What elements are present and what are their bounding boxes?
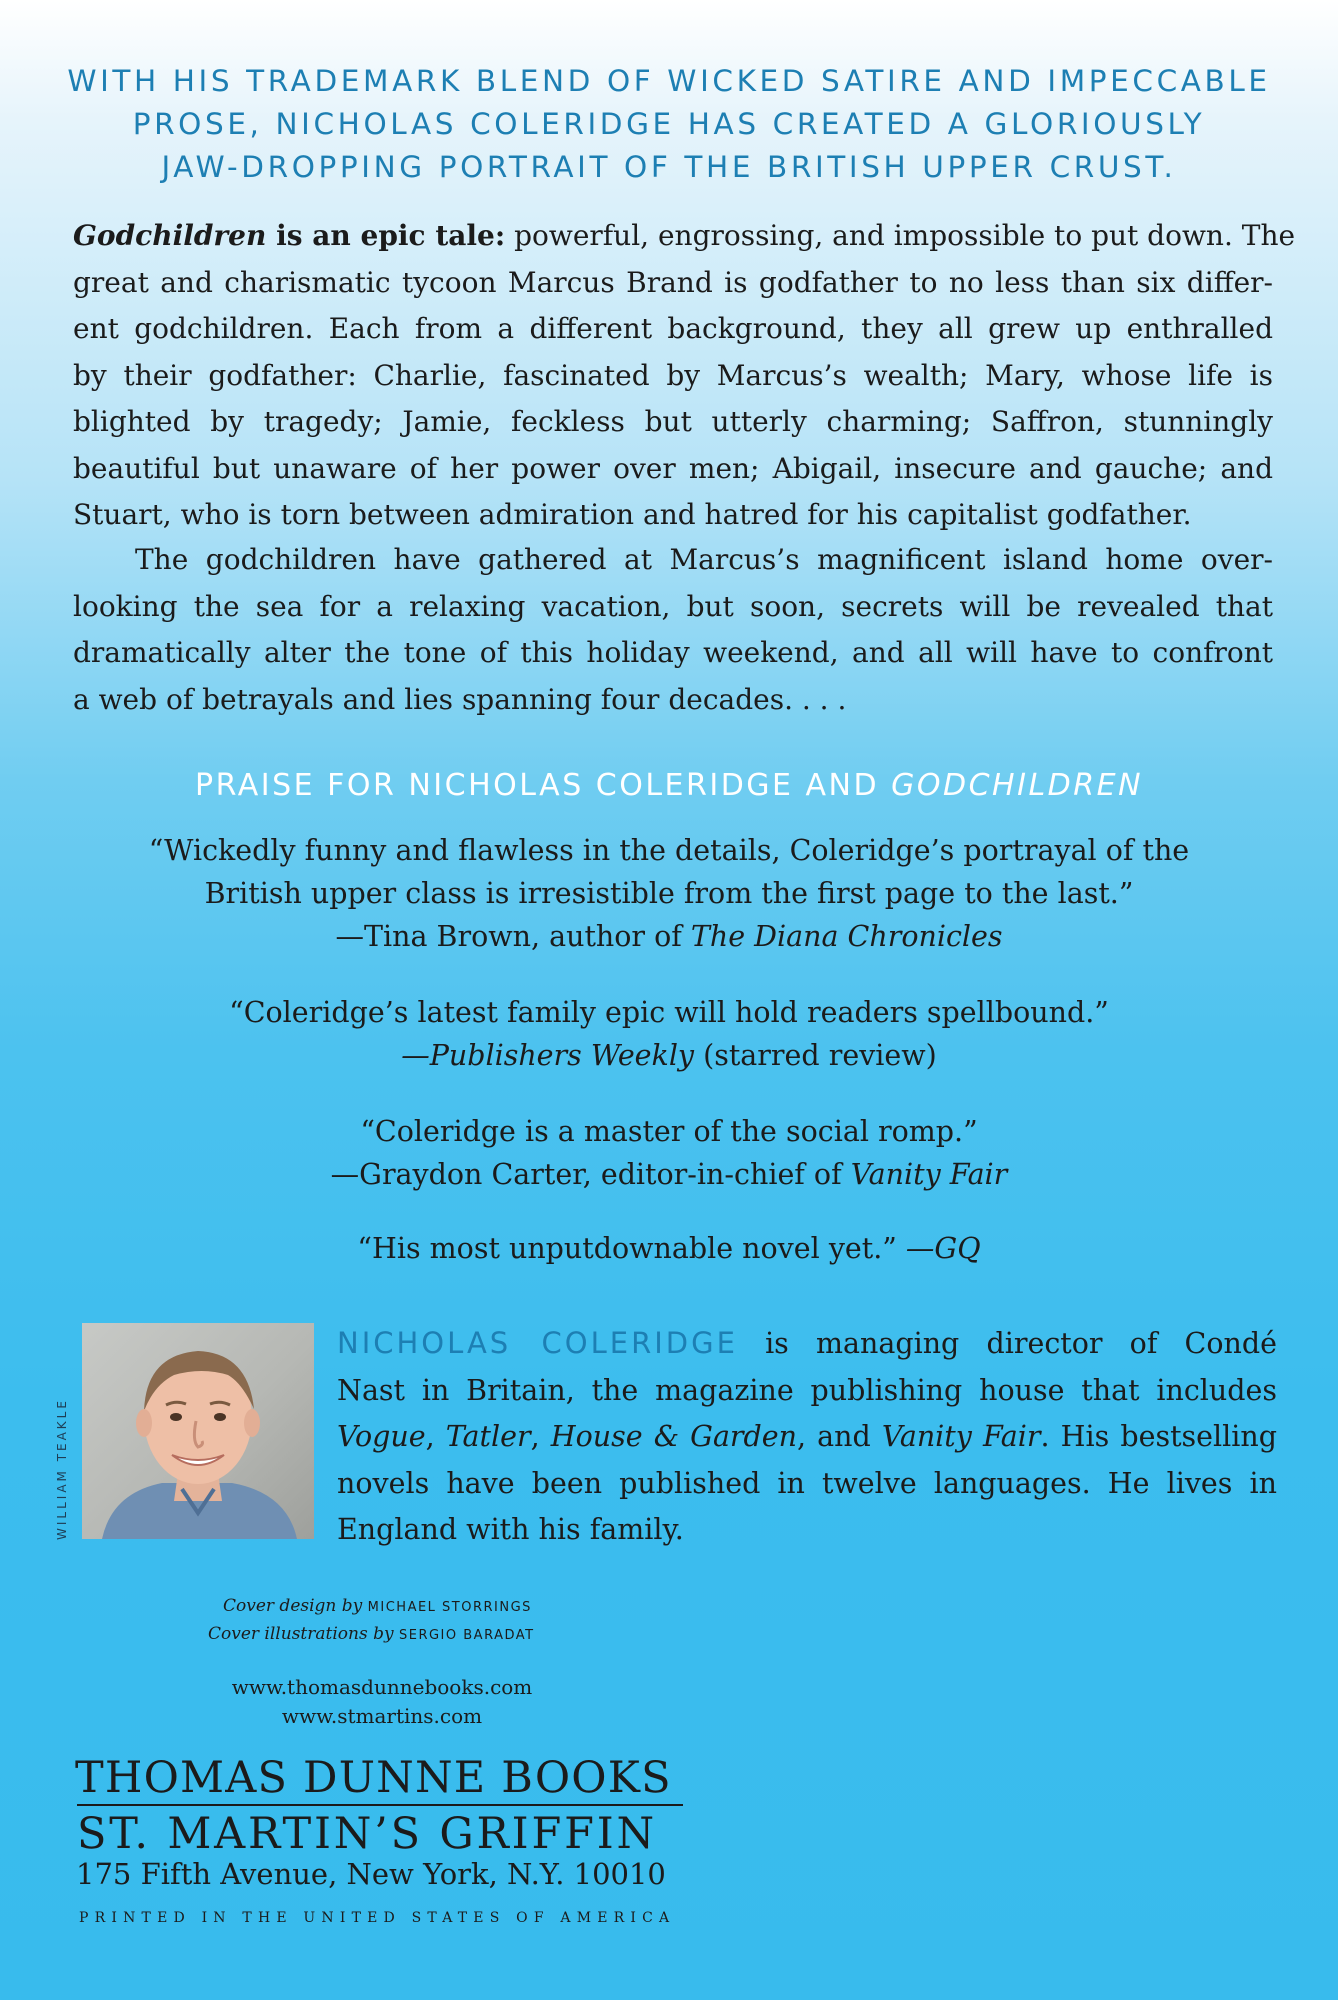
author-bio: NICHOLAS COLERIDGE is managing director of Condé Nast in Britain, the magazine publishing house that includes Vogue, Tatler, House & Garden, and Vanity Fair. His bestselling novels have been published in twelve languages. He lives in England with his family. — [337, 1320, 1277, 1554]
photo-credit: WILLIAM TEAKLE — [55, 1398, 69, 1540]
text-line: dramatically alter the tone of this holiday weekend, and all will have to confront — [73, 636, 1273, 669]
description-paragraph-2 — [73, 537, 1273, 723]
text-line: looking the sea for a relaxing vacation, but soon, secrets will be revealed that — [73, 589, 1273, 623]
quote-attribution: —Graydon Carter, editor-in-chief of Vanity Fair — [330, 1158, 1008, 1191]
text-line: Stuart, who is torn between admiration and hatred for his capitalist godfather. — [73, 498, 1192, 531]
imprint-divider — [77, 1804, 683, 1806]
text-line: England with his family. — [337, 1513, 684, 1546]
cover-illustration-credit: Cover illustrations by SERGIO BARADAT — [208, 1624, 535, 1644]
text-line: Nast in Britain, the magazine publishing house that includes — [337, 1373, 1277, 1407]
praise-heading-title: GODCHILDREN — [891, 768, 1144, 803]
review-quote-2 — [40, 991, 1298, 1077]
quote-text: “Wickedly funny and flawless in the details, Coleridge’s portrayal of the — [148, 834, 1190, 867]
description-paragraph-1 — [73, 213, 1296, 539]
imprint-st-martins: ST. MARTIN’S GRIFFIN — [77, 1809, 657, 1859]
quote-text: British upper class is irresistible from the first page to the last.” — [204, 877, 1134, 910]
quote-attribution: —Tina Brown, author of The Diana Chronicles — [335, 920, 1003, 953]
quote-attribution: —GQ — [905, 1232, 981, 1265]
author-name: NICHOLAS COLERIDGE — [337, 1326, 738, 1360]
quote-text: “Coleridge’s latest family epic will hold readers spellbound.” — [229, 996, 1109, 1029]
tagline-line: WITH HIS TRADEMARK BLEND OF WICKED SATIRE AND IMPECCABLE — [67, 64, 1271, 98]
book-title: Godchildren — [73, 219, 267, 252]
text-line: a web of betrayals and lies spanning four decades. . . . — [73, 682, 847, 716]
text-line: powerful, engrossing, and impossible to put down. The — [505, 219, 1296, 252]
review-quote-1 — [40, 829, 1298, 958]
text-line: blighted by tragedy; Jamie, feckless but utterly charming; Saffron, stunningly — [73, 405, 1273, 438]
quote-attribution: —Publishers Weekly (starred review) — [401, 1039, 937, 1072]
publisher-address: 175 Fifth Avenue, New York, N.Y. 10010 — [76, 1857, 666, 1891]
cover-design-credit: Cover design by MICHAEL STORRINGS — [223, 1596, 532, 1616]
review-quote-3 — [40, 1110, 1298, 1196]
printed-in-notice: PRINTED IN THE UNITED STATES OF AMERICA — [79, 1910, 676, 1926]
text-line: great and charismatic tycoon Marcus Brand is godfather to no less than six differ- — [73, 265, 1273, 299]
quote-text: “His most unputdownable novel yet.” — [357, 1232, 906, 1265]
publisher-url-2: www.stmartins.com — [281, 1704, 483, 1728]
tagline — [60, 60, 1278, 189]
text-line: by their godfather: Charlie, fascinated by Marcus’s wealth; Mary, whose life is — [73, 358, 1273, 392]
quote-text: “Coleridge is a master of the social romp.” — [360, 1115, 978, 1148]
lead-phrase: is an epic tale: — [266, 219, 506, 252]
publisher-url-1: www.thomasdunnebooks.com — [231, 1675, 533, 1699]
text-line: ent godchildren. Each from a different background, they all grew up enthralled — [73, 312, 1273, 345]
author-portrait-illustration — [82, 1323, 314, 1539]
text-line: beautiful but unaware of her power over men; Abigail, insecure and gauche; and — [73, 451, 1273, 485]
text-line: novels have been published in twelve languages. He lives in — [337, 1466, 1277, 1500]
tagline-line: JAW-DROPPING PORTRAIT OF THE BRITISH UPPER CRUST. — [161, 150, 1177, 184]
praise-heading: PRAISE FOR NICHOLAS COLERIDGE AND GODCHILDREN — [194, 768, 1144, 803]
imprint-thomas-dunne: THOMAS DUNNE BOOKS — [75, 1753, 672, 1803]
tagline-line: PROSE, NICHOLAS COLERIDGE HAS CREATED A GLORIOUSLY — [132, 107, 1206, 141]
review-quote-4 — [40, 1227, 1298, 1270]
author-photo — [82, 1323, 314, 1539]
text-line: The godchildren have gathered at Marcus’s magnificent island home over- — [135, 543, 1273, 576]
